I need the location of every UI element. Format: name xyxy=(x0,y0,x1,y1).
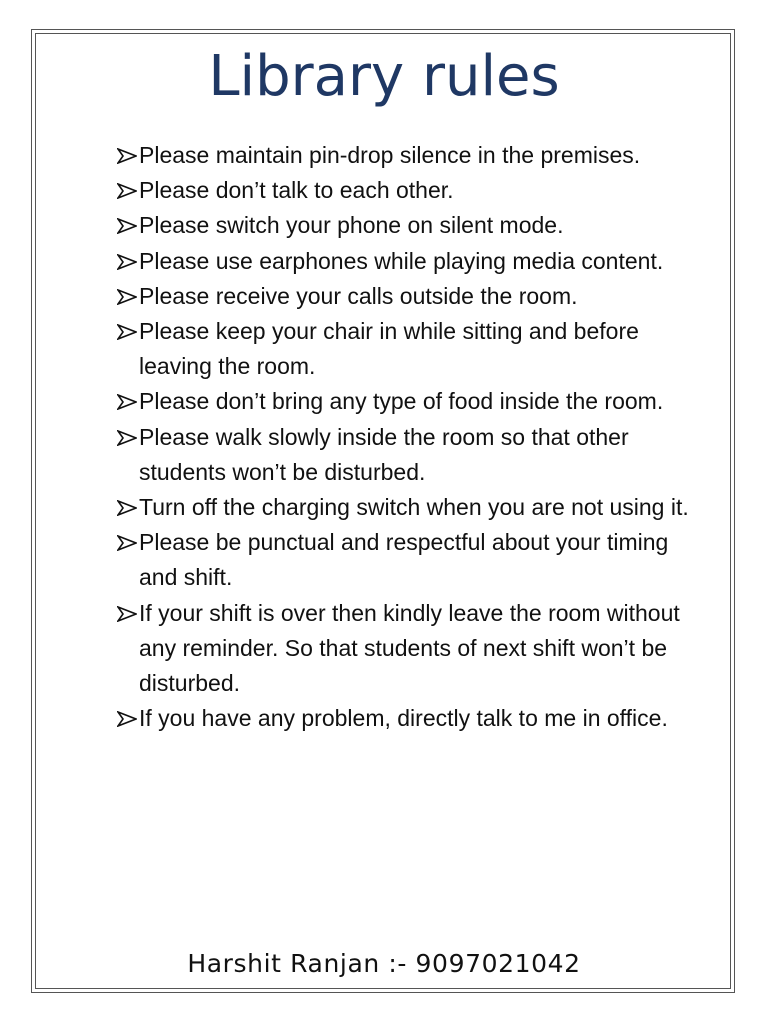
rule-text: Please don’t talk to each other. xyxy=(139,177,454,204)
arrowhead-bullet-icon xyxy=(116,525,138,560)
rule-item xyxy=(116,138,696,173)
arrowhead-bullet-icon xyxy=(116,244,138,279)
arrowhead-bullet-icon xyxy=(116,138,138,173)
rule-text: If your shift is over then kindly leave the room without any reminder. So that students of next shift won’t be disturbed. xyxy=(139,599,680,697)
rule-item xyxy=(116,490,696,525)
arrowhead-bullet-icon xyxy=(116,208,138,243)
rule-item xyxy=(116,208,696,243)
arrowhead-bullet-icon xyxy=(116,701,138,736)
rule-text: Please receive your calls outside the room. xyxy=(139,282,578,309)
rule-text: Please maintain pin-drop silence in the premises. xyxy=(139,142,641,168)
rule-item xyxy=(116,420,696,490)
rule-text: Please use earphones while playing media content. xyxy=(139,247,664,274)
rule-text: Please keep your chair in while sitting and before leaving the room. xyxy=(139,318,639,380)
rule-text: If you have any problem, directly talk to me in office. xyxy=(139,705,668,732)
rule-item xyxy=(116,701,696,736)
rule-text: Please be punctual and respectful about your timing and shift. xyxy=(139,529,669,591)
arrowhead-bullet-icon xyxy=(116,420,138,455)
rule-text: Please don’t bring any type of food inside the room. xyxy=(139,388,664,415)
rule-text: Please walk slowly inside the room so that other students won’t be disturbed. xyxy=(139,423,629,485)
arrowhead-bullet-icon xyxy=(116,279,138,314)
rule-item xyxy=(116,525,696,595)
rule-text: Please switch your phone on silent mode. xyxy=(139,212,564,239)
arrowhead-bullet-icon xyxy=(116,173,138,208)
rules-list xyxy=(116,138,696,736)
rule-item xyxy=(116,596,696,702)
page-title: Library rules xyxy=(208,44,560,109)
rule-item xyxy=(116,314,696,384)
arrowhead-bullet-icon xyxy=(116,314,138,349)
arrowhead-bullet-icon xyxy=(116,384,138,419)
rule-text: Turn off the charging switch when you are not using it. xyxy=(139,494,689,521)
rule-item xyxy=(116,279,696,314)
rule-item xyxy=(116,384,696,419)
arrowhead-bullet-icon xyxy=(116,596,138,631)
rule-item xyxy=(116,244,696,279)
arrowhead-bullet-icon xyxy=(116,490,138,525)
contact-footer: Harshit Ranjan :- 9097021042 xyxy=(187,949,581,978)
rule-item xyxy=(116,173,696,208)
